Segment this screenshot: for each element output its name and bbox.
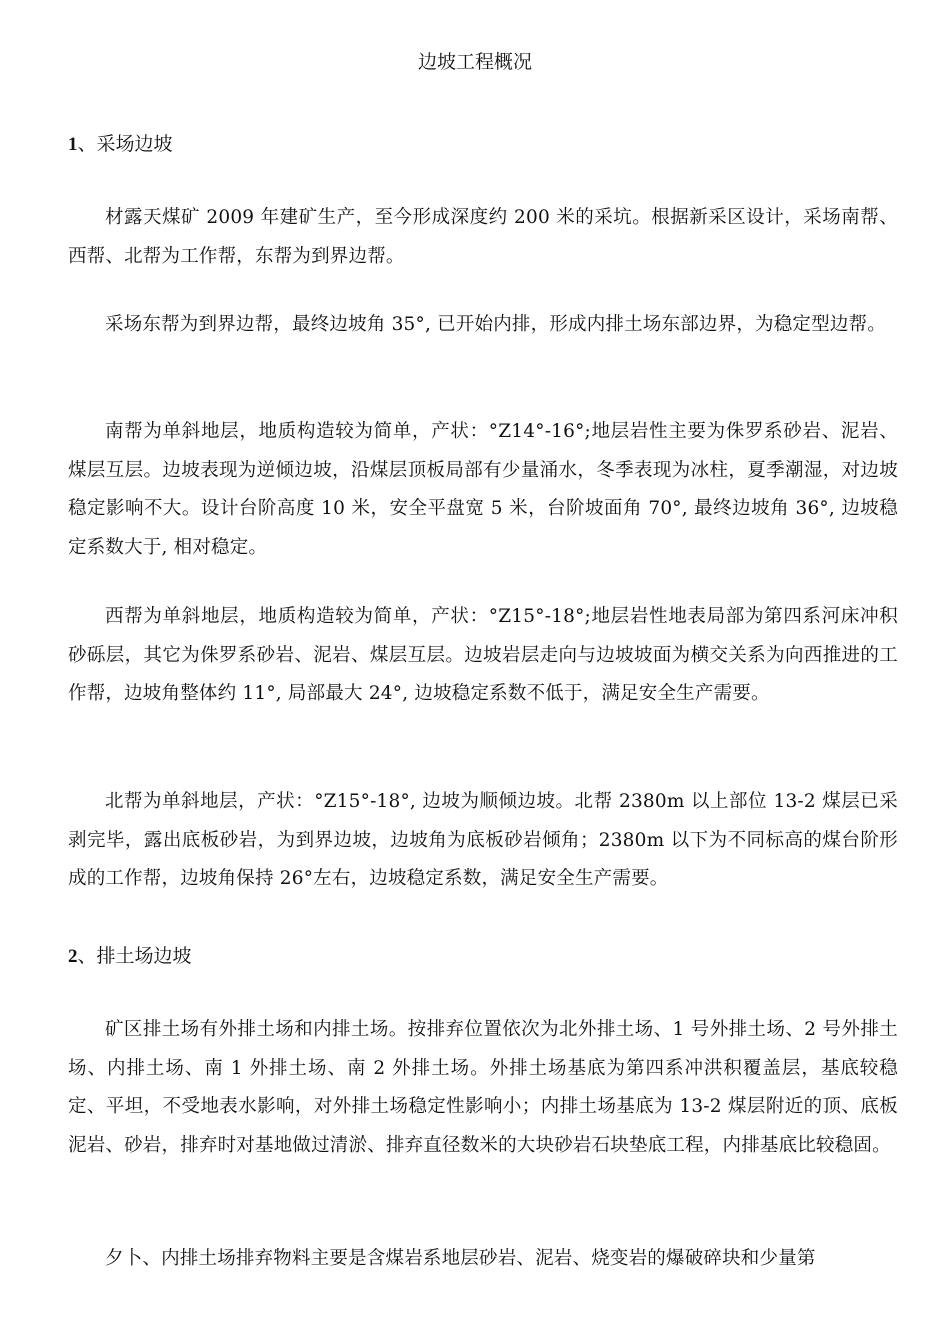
section-title: 排土场边坡 xyxy=(96,945,192,967)
section-heading-1 xyxy=(68,130,173,159)
section-number: 1 xyxy=(68,134,78,155)
section-heading-2 xyxy=(68,942,192,971)
section-title: 采场边坡 xyxy=(96,133,173,155)
document-title: 边坡工程概况 xyxy=(417,51,532,73)
paragraph: 矿区排土场有外排土场和内排土场。按排弃位置依次为北外排土场、1 号外排土场、2 号外排土场、内排土场、南 1 外排土场、南 2 外排土场。外排土场基底为第四系冲洪积覆盖层，基底较稳定、平坦，不受地表水影响，对外排土场稳定性影响小；内排土场基底为 13-2 煤层附近的顶、底板泥岩、砂岩，排弃时对基地做过清淤、排弃直径数米的大块砂岩石块垫底工程，内排基底比较稳固。 xyxy=(68,1019,898,1156)
section-separator: 、 xyxy=(77,945,97,967)
paragraph: 材露天煤矿 2009 年建矿生产，至今形成深度约 200 米的采坑。根据新采区设计，采场南帮、西帮、北帮为工作帮，东帮为到界边帮。 xyxy=(68,207,898,267)
section-separator: 、 xyxy=(77,133,97,155)
paragraph: 夕卜、内排土场排弃物料主要是含煤岩系地层砂岩、泥岩、烧变岩的爆破碎块和少量第 xyxy=(105,1248,816,1269)
paragraph: 南帮为单斜地层，地质构造较为简单，产状：°Z14°-16°;地层岩性主要为侏罗系砂岩、泥岩、煤层互层。边坡表现为逆倾边坡，沿煤层顶板局部有少量涌水，冬季表现为冰柱，夏季潮湿，对边坡稳定影响不大。设计台阶高度 10 米，安全平盘宽 5 米，台阶坡面角 70°, 最终边坡角 36°, 边坡稳定系数大于, 相对稳定。 xyxy=(68,421,898,558)
paragraph: 采场东帮为到界边帮，最终边坡角 35°, 已开始内排，形成内排土场东部边界，为稳定型边帮。 xyxy=(105,314,886,335)
section-number: 2 xyxy=(68,946,78,967)
paragraph: 西帮为单斜地层，地质构造较为简单，产状：°Z15°-18°;地层岩性地表局部为第四系河床冲积砂砾层，其它为侏罗系砂岩、泥岩、煤层互层。边坡岩层走向与边坡坡面为横交关系为向西推进的工作帮，边坡角整体约 11°, 局部最大 24°, 边坡稳定系数不低于，满足安全生产需要。 xyxy=(68,606,898,704)
paragraph: 北帮为单斜地层，产状：°Z15°-18°, 边坡为顺倾边坡。北帮 2380m 以上部位 13-2 煤层已采剥完毕，露出底板砂岩，为到界边坡，边坡角为底板砂岩倾角；2380m 以下为不同标高的煤台阶形成的工作帮，边坡角保持 26°左右，边坡稳定系数，满足安全生产需要。 xyxy=(68,791,898,889)
